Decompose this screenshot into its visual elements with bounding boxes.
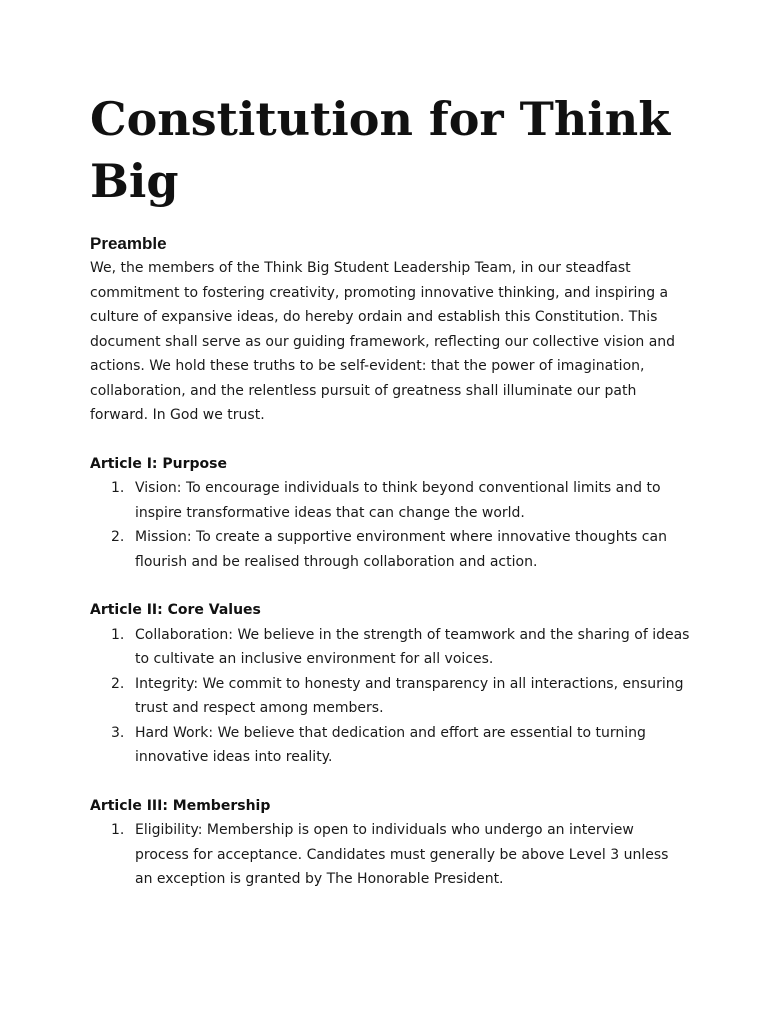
list-item-number: 2. (111, 529, 125, 545)
list-item-text: Collaboration: We believe in the strength of teamwork and the sharing of ideas to cultivate an inclusive environment for all voices. (135, 626, 690, 667)
list-item-text: Mission: To create a supportive environment where innovative thoughts can flourish and be realised through collaboration and action. (135, 529, 667, 570)
list-item-number: 1. (111, 822, 125, 838)
article-2-heading: Article II: Core Values (90, 602, 261, 618)
preamble-text: We, the members of the Think Big Student Leadership Team, in our steadfast commitment to fostering creativity, promoting innovative thinking, and inspiring a culture of expansive ideas, do hereby ordain and establish this Constitution. This document shall serve as our guiding framework, reflecting our collective vision and actions. We hold these truths to be self-evident: that the power of imagination, collaboration, and the relentless pursuit of greatness shall illuminate our path forward. In God we trust. (90, 260, 676, 423)
article-2-list (90, 623, 690, 770)
article-1-heading: Article I: Purpose (90, 455, 227, 472)
document-page (90, 88, 690, 892)
list-item (90, 721, 690, 770)
list-item (90, 525, 690, 574)
document-title: Constitution for Think Big (90, 92, 671, 208)
list-item-number: 3. (111, 724, 125, 741)
article-1-list (90, 476, 690, 574)
list-item-text: Integrity: We commit to honesty and transparency in all interactions, ensuring trust and respect among members. (135, 675, 684, 716)
list-item (90, 672, 690, 721)
article-3-heading: Article III: Membership (90, 797, 271, 814)
preamble-heading: Preamble (90, 234, 167, 253)
list-item-number: 2. (111, 675, 125, 692)
article-3-list (90, 818, 690, 892)
list-item-text: Hard Work: We believe that dedication and effort are essential to turning innovative ideas into reality. (135, 724, 646, 765)
list-item (90, 476, 690, 525)
list-item (90, 818, 690, 892)
list-item-text: Eligibility: Membership is open to individuals who undergo an interview process for acceptance. Candidates must generally be above Level 3 unless an exception is granted by The Honorable President. (135, 822, 669, 887)
list-item-number: 1. (111, 480, 125, 496)
list-item (90, 623, 690, 672)
list-item-text: Vision: To encourage individuals to think beyond conventional limits and to inspire transformative ideas that can change the world. (135, 480, 661, 521)
list-item-number: 1. (111, 626, 125, 643)
